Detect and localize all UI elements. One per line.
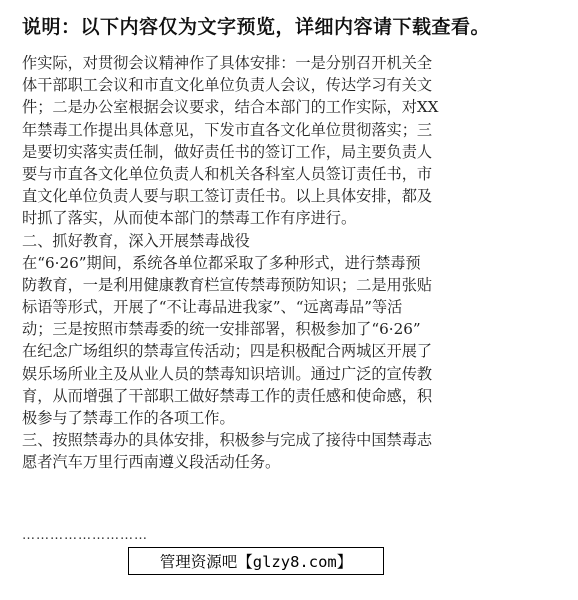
text-line: 标语等形式，开展了“不让毒品进我家”、“远离毒品”等活 (22, 298, 403, 317)
section-heading: 三、按照禁毒办的具体安排，积极参与完成了接待中国禁毒志 (22, 431, 433, 450)
dotted-separator: ……………………… (22, 528, 148, 543)
text-line: 动；三是按照市禁毒委的统一安排部署，积极参加了“6·26” (22, 320, 421, 339)
text-line: 件；二是办公室根据会议要求，结合本部门的工作实际，对XX (22, 98, 439, 117)
text-line: 愿者汽车万里行西南遵义段活动任务。 (22, 453, 281, 472)
text-line: 在纪念广场组织的禁毒宣传活动；四是积极配合两城区开展了 (22, 342, 433, 361)
preview-notice: 说明：以下内容仅为文字预览，详细内容请下载查看。 (22, 16, 491, 38)
text-line: 作实际，对贯彻会议精神作了具体安排：一是分别召开机关全 (22, 54, 433, 72)
text-line: 防教育，一是利用健康教育栏宣传禁毒预防知识；二是用张贴 (22, 275, 433, 294)
source-link-box[interactable]: 管理资源吧【glzy8.com】 (128, 547, 384, 575)
text-line: 在“6·26”期间，系统各单位都采取了多种形式，进行禁毒预 (22, 253, 421, 272)
text-line: 娱乐场所业主及从业人员的禁毒知识培训。通过广泛的宣传教 (22, 364, 433, 383)
text-line: 是要切实落实责任制，做好责任书的签订工作，局主要负责人 (22, 142, 433, 161)
text-line: 时抓了落实，从而使本部门的禁毒工作有序进行。 (22, 209, 357, 228)
text-line: 年禁毒工作提出具体意见，下发市直各文化单位贯彻落实；三 (22, 120, 433, 139)
text-line: 体干部职工会议和市直文化单位负责人会议，传达学习有关文 (22, 76, 433, 95)
text-line: 极参与了禁毒工作的各项工作。 (22, 409, 235, 427)
text-line: 直文化单位负责人要与职工签订责任书。以上具体安排，都及 (22, 187, 433, 206)
text-line: 育，从而增强了干部职工做好禁毒工作的责任感和使命感，积 (22, 386, 433, 405)
section-heading: 二、抓好教育，深入开展禁毒战役 (22, 231, 250, 250)
document-body (22, 52, 562, 474)
text-line: 要与市直各文化单位负责人和机关各科室人员签订责任书，市 (22, 164, 433, 183)
